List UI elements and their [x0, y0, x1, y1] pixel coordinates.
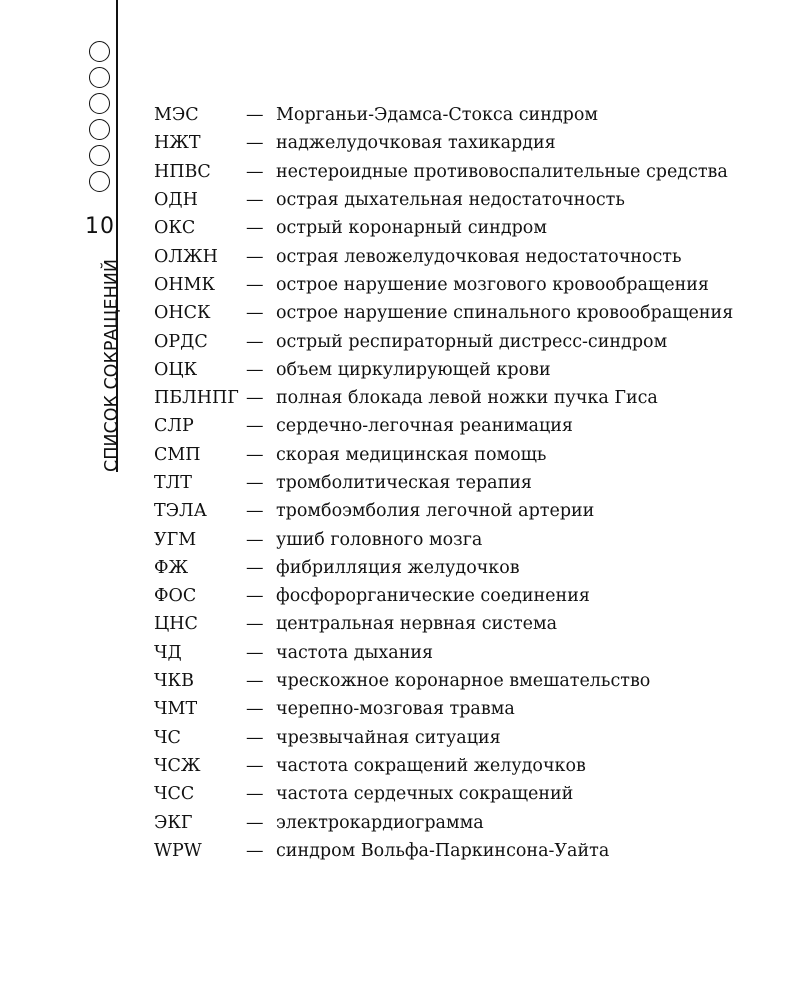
definition: электрокардиограмма: [276, 812, 484, 833]
circle-icon: [89, 119, 110, 140]
abbreviation: УГМ: [154, 529, 197, 550]
definition: острый коронарный синдром: [276, 218, 547, 239]
list-item: [154, 441, 774, 469]
dash-separator: —: [246, 444, 264, 465]
dash-separator: —: [246, 303, 264, 324]
list-item: [154, 667, 774, 695]
definition: центральная нервная система: [276, 614, 558, 635]
dash-separator: —: [246, 840, 264, 861]
dash-separator: —: [246, 218, 264, 239]
definition: острая левожелудочковая недостаточность: [276, 246, 682, 267]
dash-separator: —: [246, 529, 264, 550]
list-item: [154, 724, 774, 752]
dash-separator: —: [246, 274, 264, 295]
dash-separator: —: [246, 246, 264, 267]
dash-separator: —: [246, 359, 264, 380]
section-title: СПИСОК СОКРАЩЕНИЙ: [102, 259, 122, 472]
list-item: [154, 469, 774, 497]
abbreviation: ФЖ: [154, 557, 189, 578]
dash-separator: —: [246, 642, 264, 663]
dash-separator: —: [246, 586, 264, 607]
abbreviation: СЛР: [154, 416, 194, 437]
dash-separator: —: [246, 416, 264, 437]
dash-separator: —: [246, 501, 264, 522]
abbreviation: НПВС: [154, 161, 211, 182]
list-item: [154, 639, 774, 667]
circle-icon: [89, 67, 110, 88]
list-item: [154, 808, 774, 836]
abbreviation: ОДН: [154, 190, 198, 211]
abbreviation: ОНМК: [154, 274, 216, 295]
decorative-circles: [89, 41, 113, 197]
definition: скорая медицинская помощь: [276, 444, 547, 465]
list-item: [154, 356, 774, 384]
list-item: [154, 129, 774, 157]
abbreviation: WPW: [154, 840, 202, 861]
abbreviation: ЧД: [154, 642, 182, 663]
list-item: [154, 186, 774, 214]
abbreviation: ЧСЖ: [154, 755, 201, 776]
abbreviation: ЦНС: [154, 614, 198, 635]
abbreviation: ОКС: [154, 218, 196, 239]
dash-separator: —: [246, 755, 264, 776]
definition: Морганьи-Эдамса-Стокса синдром: [276, 105, 598, 126]
circle-icon: [89, 145, 110, 166]
list-item: [154, 497, 774, 525]
abbreviation: МЭС: [154, 105, 199, 126]
dash-separator: —: [246, 699, 264, 720]
definition: частота сокращений желудочков: [276, 755, 586, 776]
list-item: [154, 695, 774, 723]
definition: тромболитическая терапия: [276, 473, 532, 493]
abbreviation: ТЭЛА: [154, 501, 207, 522]
dash-separator: —: [246, 614, 264, 635]
abbreviation: ОЛЖН: [154, 246, 218, 267]
abbreviation: СМП: [154, 444, 201, 465]
abbreviation: ЧМТ: [154, 699, 198, 720]
definition: частота дыхания: [276, 642, 434, 663]
list-item: [154, 752, 774, 780]
definition: объем циркулирующей крови: [276, 359, 551, 380]
definition: наджелудочковая тахикардия: [276, 133, 556, 154]
definition: полная блокада левой ножки пучка Гиса: [276, 388, 658, 409]
dash-separator: —: [246, 331, 264, 352]
definition: тромбоэмболия легочной артерии: [276, 501, 595, 522]
list-item: [154, 242, 774, 270]
definition: фосфорорганические соединения: [276, 586, 590, 607]
dash-separator: —: [246, 161, 264, 182]
definition: ушиб головного мозга: [276, 529, 483, 550]
list-item: [154, 158, 774, 186]
abbreviation: ЭКГ: [154, 812, 193, 833]
page-number: 10: [85, 214, 115, 239]
abbreviation: ЧСС: [154, 784, 195, 805]
abbreviation-list: [154, 101, 774, 865]
dash-separator: —: [246, 105, 264, 126]
circle-icon: [89, 93, 110, 114]
definition: чрескожное коронарное вмешательство: [276, 671, 651, 692]
definition: черепно-мозговая травма: [276, 699, 515, 720]
dash-separator: —: [246, 388, 264, 409]
abbreviation: ПБЛНПГ: [154, 388, 239, 409]
dash-separator: —: [246, 557, 264, 578]
list-item: [154, 101, 774, 129]
dash-separator: —: [246, 812, 264, 833]
abbreviation: ЧС: [154, 727, 181, 748]
definition: синдром Вольфа-Паркинсона-Уайта: [276, 840, 610, 861]
definition: сердечно-легочная реанимация: [276, 416, 573, 437]
abbreviation: ТЛТ: [154, 473, 192, 493]
list-item: [154, 412, 774, 440]
abbreviation: ФОС: [154, 586, 197, 607]
list-item: [154, 271, 774, 299]
definition: фибрилляция желудочков: [276, 557, 520, 578]
list-item: [154, 299, 774, 327]
definition: чрезвычайная ситуация: [276, 727, 501, 748]
list-item: [154, 554, 774, 582]
list-item: [154, 582, 774, 610]
abbreviation: ЧКВ: [154, 671, 194, 692]
dash-separator: —: [246, 133, 264, 154]
list-item: [154, 780, 774, 808]
abbreviation: НЖТ: [154, 133, 201, 154]
definition: острое нарушение мозгового кровообращения: [276, 274, 709, 295]
definition: частота сердечных сокращений: [276, 784, 574, 805]
dash-separator: —: [246, 727, 264, 748]
list-item: [154, 610, 774, 638]
abbreviation: ОНСК: [154, 303, 211, 324]
dash-separator: —: [246, 190, 264, 211]
abbreviation: ОЦК: [154, 359, 198, 380]
list-item: [154, 384, 774, 412]
definition: острый респираторный дистресс-синдром: [276, 331, 668, 352]
dash-separator: —: [246, 473, 264, 493]
dash-separator: —: [246, 671, 264, 692]
list-item: [154, 214, 774, 242]
list-item: [154, 837, 774, 865]
circle-icon: [89, 171, 110, 192]
abbreviation: ОРДС: [154, 331, 208, 352]
definition: острое нарушение спинального кровообращения: [276, 303, 734, 324]
dash-separator: —: [246, 784, 264, 805]
circle-icon: [89, 41, 110, 62]
definition: острая дыхательная недостаточность: [276, 190, 625, 211]
definition: нестероидные противовоспалительные средства: [276, 161, 728, 182]
list-item: [154, 525, 774, 553]
list-item: [154, 327, 774, 355]
